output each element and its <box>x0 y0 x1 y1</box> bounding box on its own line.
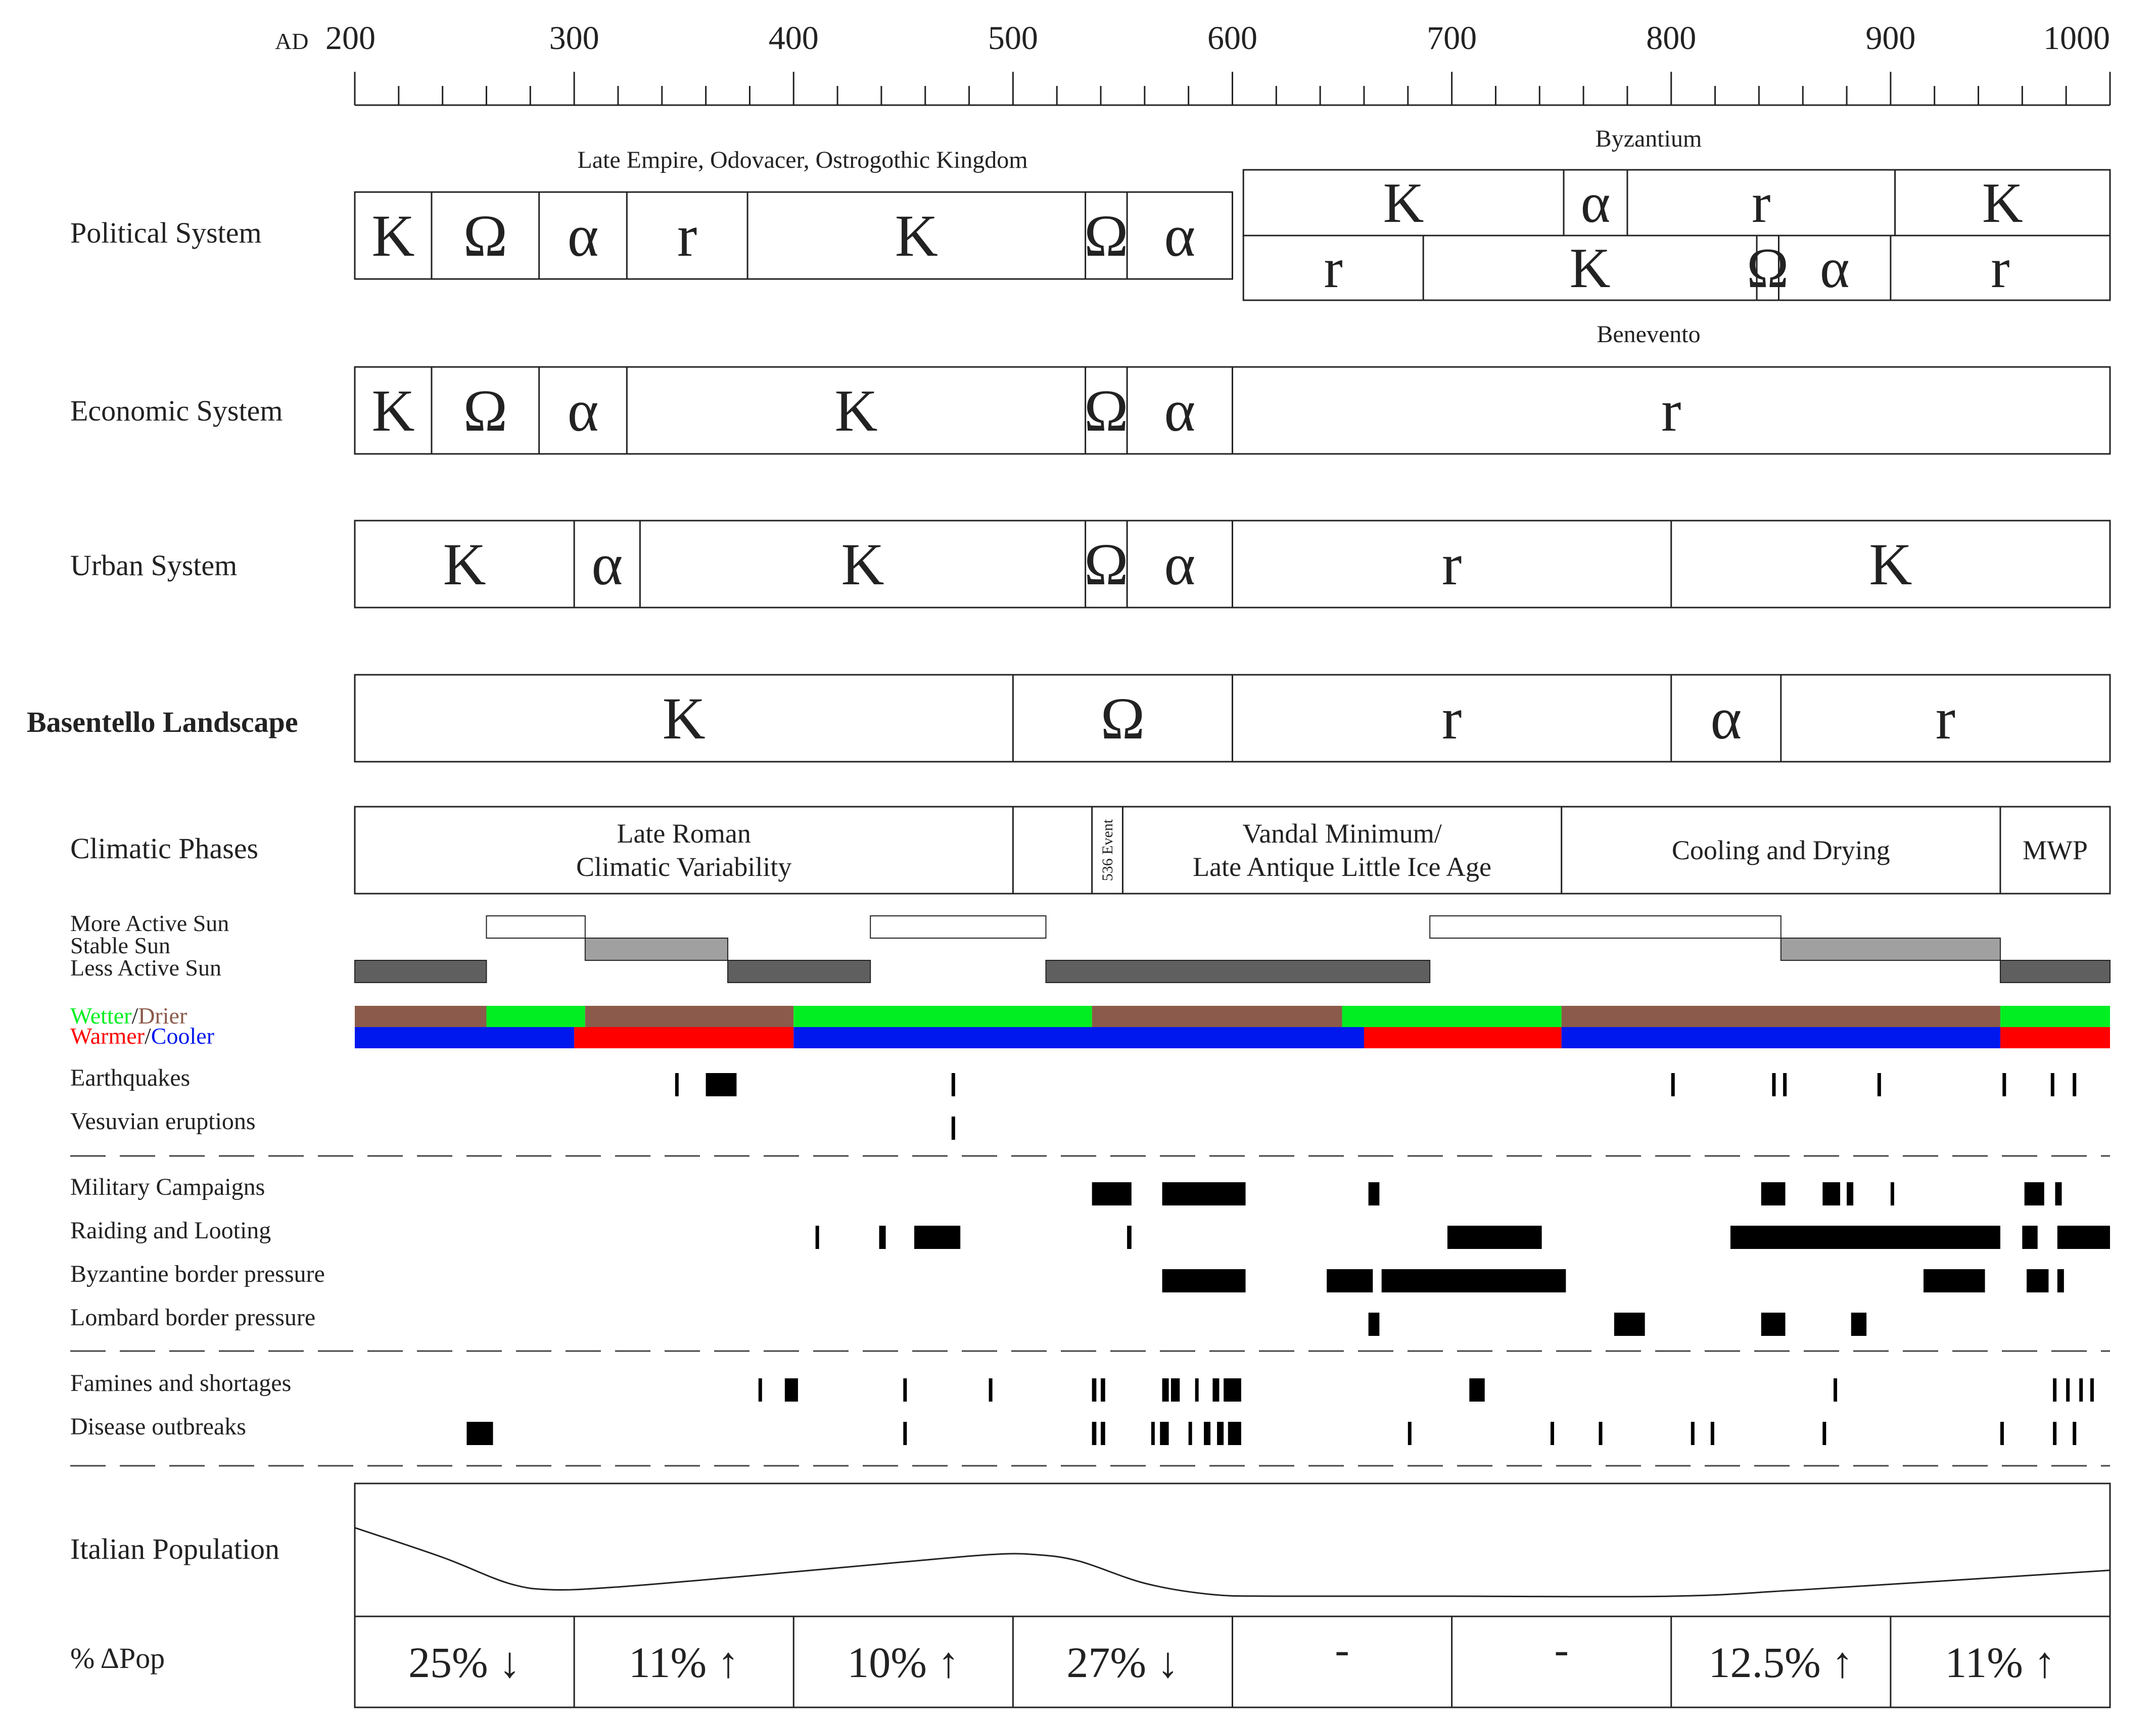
disease-event-mark <box>1217 1422 1224 1445</box>
famines-event-mark <box>1171 1378 1180 1402</box>
moisture-drier-bar <box>585 1006 793 1027</box>
phase-symbol: α <box>567 203 599 269</box>
phase-symbol: α <box>1164 531 1196 598</box>
moisture-wetter-bar <box>793 1006 1092 1027</box>
label-urban-system: Urban System <box>70 549 238 582</box>
solar-activity-row <box>355 916 2110 983</box>
pop-change-value: - <box>1554 1625 1569 1674</box>
sun-less-bar <box>1046 960 1430 983</box>
phase-symbol: K <box>1982 172 2023 235</box>
climatic-phase-label: Late Antique Little Ice Age <box>1193 852 1491 882</box>
disease-event-mark <box>1691 1422 1695 1445</box>
military-event-mark <box>1847 1182 1853 1205</box>
annotation-benevento: Benevento <box>1597 321 1701 348</box>
pop-change-value: - <box>1335 1625 1349 1674</box>
temperature-cooler-bar <box>355 1027 574 1048</box>
byzantine-event-mark <box>2057 1269 2064 1292</box>
annotation-byzantium: Byzantium <box>1595 125 1702 152</box>
phase-symbol: Ω <box>1747 237 1789 300</box>
phase-symbol: r <box>677 203 697 269</box>
climatic-phase-label: MWP <box>2022 835 2088 865</box>
phase-symbol: α <box>1580 172 1611 235</box>
sun-less-bar <box>2000 960 2110 983</box>
moisture-drier-bar <box>1092 1006 1342 1027</box>
axis-tick-label: 200 <box>325 20 376 57</box>
phase-symbol: Ω <box>1084 531 1129 598</box>
moisture-wetter-bar <box>486 1006 585 1027</box>
disease-event-mark <box>903 1422 907 1445</box>
disease-event-mark <box>1711 1422 1714 1445</box>
label-pop-change: % ΔPop <box>70 1642 165 1675</box>
moisture-wetter-bar <box>1342 1006 1562 1027</box>
pop-change-value: 11% ↑ <box>628 1638 739 1687</box>
famines-event-mark <box>785 1378 798 1402</box>
lombard-event-mark <box>1369 1313 1380 1336</box>
phase-symbol: Ω <box>1084 203 1129 269</box>
phase-symbol: K <box>371 378 415 444</box>
pop-change-value: 27% ↓ <box>1066 1638 1179 1687</box>
raiding-event-mark <box>2022 1226 2037 1249</box>
famines-event-mark <box>1224 1378 1241 1402</box>
disease-event-mark <box>1160 1422 1168 1445</box>
phase-symbol: K <box>1569 237 1611 300</box>
famines-event-mark <box>1101 1378 1105 1402</box>
earthquakes-event-mark <box>952 1073 955 1096</box>
sun-more-bar <box>486 916 585 938</box>
temperature-cooler-bar <box>793 1027 1364 1048</box>
label-military-campaigns: Military Campaigns <box>70 1174 265 1200</box>
phase-symbol: r <box>1991 237 2010 300</box>
label-temperature <box>70 1023 214 1049</box>
phase-symbol: K <box>371 203 415 269</box>
raiding-event-mark <box>1447 1226 1542 1249</box>
axis-ticks <box>325 20 2110 105</box>
phase-symbol: K <box>834 378 878 444</box>
disease-event-mark <box>1599 1422 1602 1445</box>
byzantine-event-mark <box>2027 1269 2048 1292</box>
raiding-event-mark <box>879 1226 886 1249</box>
earthquakes-event-mark <box>1671 1073 1675 1096</box>
label-byzantine-pressure: Byzantine border pressure <box>70 1261 325 1287</box>
phase-symbol: Ω <box>1100 685 1145 752</box>
disease-event-mark <box>1408 1422 1412 1445</box>
pop-change-value: 12.5% ↑ <box>1708 1638 1854 1687</box>
label-earthquakes: Earthquakes <box>70 1064 191 1091</box>
famines-event-mark <box>2090 1378 2094 1402</box>
sun-stable-bar <box>1781 938 2000 960</box>
label-drier: Drier <box>138 1003 188 1029</box>
earthquakes-event-mark <box>2051 1073 2054 1096</box>
famines-event-mark <box>903 1378 907 1402</box>
axis-prefix: AD <box>275 28 309 54</box>
military-event-mark <box>2025 1182 2044 1205</box>
label-basentello-landscape: Basentello Landscape <box>27 706 298 738</box>
famines-event-mark <box>1212 1378 1219 1402</box>
label-lombard-pressure: Lombard border pressure <box>70 1304 316 1331</box>
moisture-temperature-bars <box>355 1006 2110 1048</box>
landscape-row <box>355 675 2110 762</box>
famines-event-mark <box>1469 1378 1484 1402</box>
temperature-cooler-bar <box>1562 1027 2000 1048</box>
label-raiding-looting: Raiding and Looting <box>70 1217 271 1244</box>
disease-event-mark <box>1151 1422 1155 1445</box>
earthquakes-event-mark <box>1783 1073 1787 1096</box>
temperature-warmer-bar <box>1364 1027 1562 1048</box>
temperature-warmer-bar <box>574 1027 793 1048</box>
axis-tick-label: 500 <box>988 20 1038 57</box>
earthquakes-event-mark <box>2002 1073 2006 1096</box>
climatic-phase-label: 536 Event <box>1099 819 1116 881</box>
climatic-phase-label: Cooling and Drying <box>1671 835 1890 865</box>
phase-symbol: K <box>895 203 938 269</box>
political-byzantium-row-frame <box>1243 170 2110 236</box>
phase-symbol: α <box>1710 685 1742 752</box>
phase-symbol: α <box>1164 378 1196 444</box>
climatic-phase-label: Climatic Variability <box>576 852 792 882</box>
famines-event-mark <box>989 1378 993 1402</box>
raiding-event-mark <box>816 1226 819 1249</box>
axis-tick-label: 1000 <box>2043 20 2110 57</box>
label-cooler: Cooler <box>151 1023 214 1049</box>
phase-symbol: r <box>1441 685 1462 752</box>
raiding-event-mark <box>914 1226 960 1249</box>
raiding-event-mark <box>2057 1226 2110 1249</box>
phase-symbol: K <box>841 531 884 598</box>
pop-change-value: 11% ↑ <box>1945 1638 2056 1687</box>
phase-symbol: r <box>1752 172 1771 235</box>
military-event-mark <box>1891 1182 1894 1205</box>
label-slash-1: / <box>131 1003 138 1029</box>
label-warmer: Warmer <box>70 1023 145 1049</box>
military-event-mark <box>1761 1182 1786 1205</box>
axis-tick-label: 300 <box>549 20 599 57</box>
phase-symbol: Ω <box>463 378 508 444</box>
military-event-mark <box>1369 1182 1380 1205</box>
earthquakes-event-mark <box>706 1073 737 1096</box>
moisture-drier-bar <box>1562 1006 2000 1027</box>
sun-more-bar <box>1430 916 1781 938</box>
byzantine-event-mark <box>1327 1269 1373 1292</box>
phase-symbol: K <box>1869 531 1912 598</box>
disease-event-mark <box>2000 1422 2004 1445</box>
sun-more-bar <box>870 916 1046 938</box>
lombard-event-mark <box>1851 1313 1866 1336</box>
pop-change-value: 10% ↑ <box>847 1638 960 1687</box>
label-economic-system: Economic System <box>70 394 283 427</box>
earthquakes-event-mark <box>2073 1073 2076 1096</box>
famines-event-mark <box>2053 1378 2056 1402</box>
earthquakes-event-mark <box>1878 1073 1881 1096</box>
famines-event-mark <box>759 1378 762 1402</box>
disease-event-mark <box>2053 1422 2056 1445</box>
phase-symbol: α <box>1164 203 1196 269</box>
climatic-phase-label: Vandal Minimum/ <box>1242 818 1442 849</box>
axis-tick-label: 800 <box>1646 20 1697 57</box>
phase-symbol: α <box>1819 237 1850 300</box>
famines-event-mark <box>1195 1378 1199 1402</box>
phase-symbol: Ω <box>1084 378 1129 444</box>
dashed-dividers <box>70 1156 2110 1466</box>
disease-event-mark <box>1228 1422 1241 1445</box>
phase-symbol: r <box>1441 531 1462 598</box>
earthquakes-event-mark <box>675 1073 679 1096</box>
label-more-active-sun: More Active Sun <box>70 910 229 936</box>
sun-stable-bar <box>585 938 728 960</box>
climatic-phase-label: Late Roman <box>617 818 751 849</box>
label-climatic-phases: Climatic Phases <box>70 832 259 865</box>
sun-less-bar <box>355 960 486 983</box>
military-event-mark <box>1162 1182 1246 1205</box>
phase-symbol: r <box>1935 685 1956 752</box>
famines-event-mark <box>1834 1378 1837 1402</box>
phase-symbol: r <box>1324 237 1343 300</box>
lombard-event-mark <box>1614 1313 1645 1336</box>
label-famines: Famines and shortages <box>70 1370 292 1397</box>
phase-symbol: α <box>567 378 599 444</box>
axis-tick-label: 400 <box>768 20 819 57</box>
famines-event-mark <box>1092 1378 1097 1402</box>
military-event-mark <box>1822 1182 1840 1205</box>
byzantine-event-mark <box>1924 1269 1985 1292</box>
sun-less-bar <box>728 960 870 983</box>
famines-event-mark <box>1162 1378 1169 1402</box>
disease-event-mark <box>1551 1422 1554 1445</box>
phase-rows <box>355 170 2110 762</box>
phase-symbol: Ω <box>463 203 508 269</box>
vesuvian-event-mark <box>952 1117 955 1140</box>
annotations <box>577 125 1702 348</box>
axis-tick-label: 700 <box>1427 20 1477 57</box>
raiding-event-mark <box>1730 1226 2000 1249</box>
annotation-late-empire: Late Empire, Odovacer, Ostrogothic Kingdom <box>577 147 1028 173</box>
political-benevento-row-frame <box>1243 236 2110 300</box>
label-wetter: Wetter <box>70 1003 132 1029</box>
byzantine-event-mark <box>1162 1269 1246 1292</box>
climatic-phases-row <box>355 807 2110 894</box>
political-main-row <box>355 192 1233 279</box>
label-disease: Disease outbreaks <box>70 1413 246 1440</box>
moisture-wetter-bar <box>2000 1006 2110 1027</box>
political-benevento-row <box>1243 236 2110 300</box>
population-curve <box>355 1528 2110 1597</box>
military-event-mark <box>2055 1182 2061 1205</box>
axis-tick-label: 900 <box>1865 20 1916 57</box>
famines-event-mark <box>2066 1378 2070 1402</box>
label-political-system: Political System <box>70 216 262 249</box>
raiding-event-mark <box>1127 1226 1132 1249</box>
temperature-warmer-bar <box>2000 1027 2110 1048</box>
phase-symbol: K <box>1383 172 1424 235</box>
disease-event-mark <box>1204 1422 1210 1445</box>
pop-change-value: 25% ↓ <box>408 1638 521 1687</box>
disease-event-mark <box>1101 1422 1105 1445</box>
byzantine-event-mark <box>1382 1269 1566 1292</box>
phase-symbol: K <box>662 685 706 752</box>
label-less-active-sun: Less Active Sun <box>70 955 221 981</box>
moisture-drier-bar <box>355 1006 486 1027</box>
earthquakes-event-mark <box>1772 1073 1775 1096</box>
phase-symbol: r <box>1661 378 1681 444</box>
label-vesuvian-eruptions: Vesuvian eruptions <box>70 1108 256 1135</box>
label-stable-sun: Stable Sun <box>70 933 171 958</box>
disease-event-mark <box>1822 1422 1826 1445</box>
year-axis <box>275 20 2110 105</box>
political-byzantium-row <box>1243 170 2110 236</box>
event-rows <box>466 1073 2110 1445</box>
label-italian-population: Italian Population <box>70 1533 279 1565</box>
phase-symbol: K <box>443 531 486 598</box>
phase-symbol: α <box>591 531 623 598</box>
military-event-mark <box>1092 1182 1132 1205</box>
economic-row <box>355 367 2110 454</box>
axis-tick-label: 600 <box>1207 20 1257 57</box>
lombard-event-mark <box>1761 1313 1786 1336</box>
disease-event-mark <box>1092 1422 1097 1445</box>
label-slash-2: / <box>144 1023 151 1049</box>
urban-row <box>355 521 2110 608</box>
famines-event-mark <box>2079 1378 2083 1402</box>
disease-event-mark <box>466 1422 493 1445</box>
disease-event-mark <box>1189 1422 1192 1445</box>
row-labels <box>27 216 325 1675</box>
disease-event-mark <box>2073 1422 2076 1445</box>
population-panel <box>355 1483 2110 1707</box>
